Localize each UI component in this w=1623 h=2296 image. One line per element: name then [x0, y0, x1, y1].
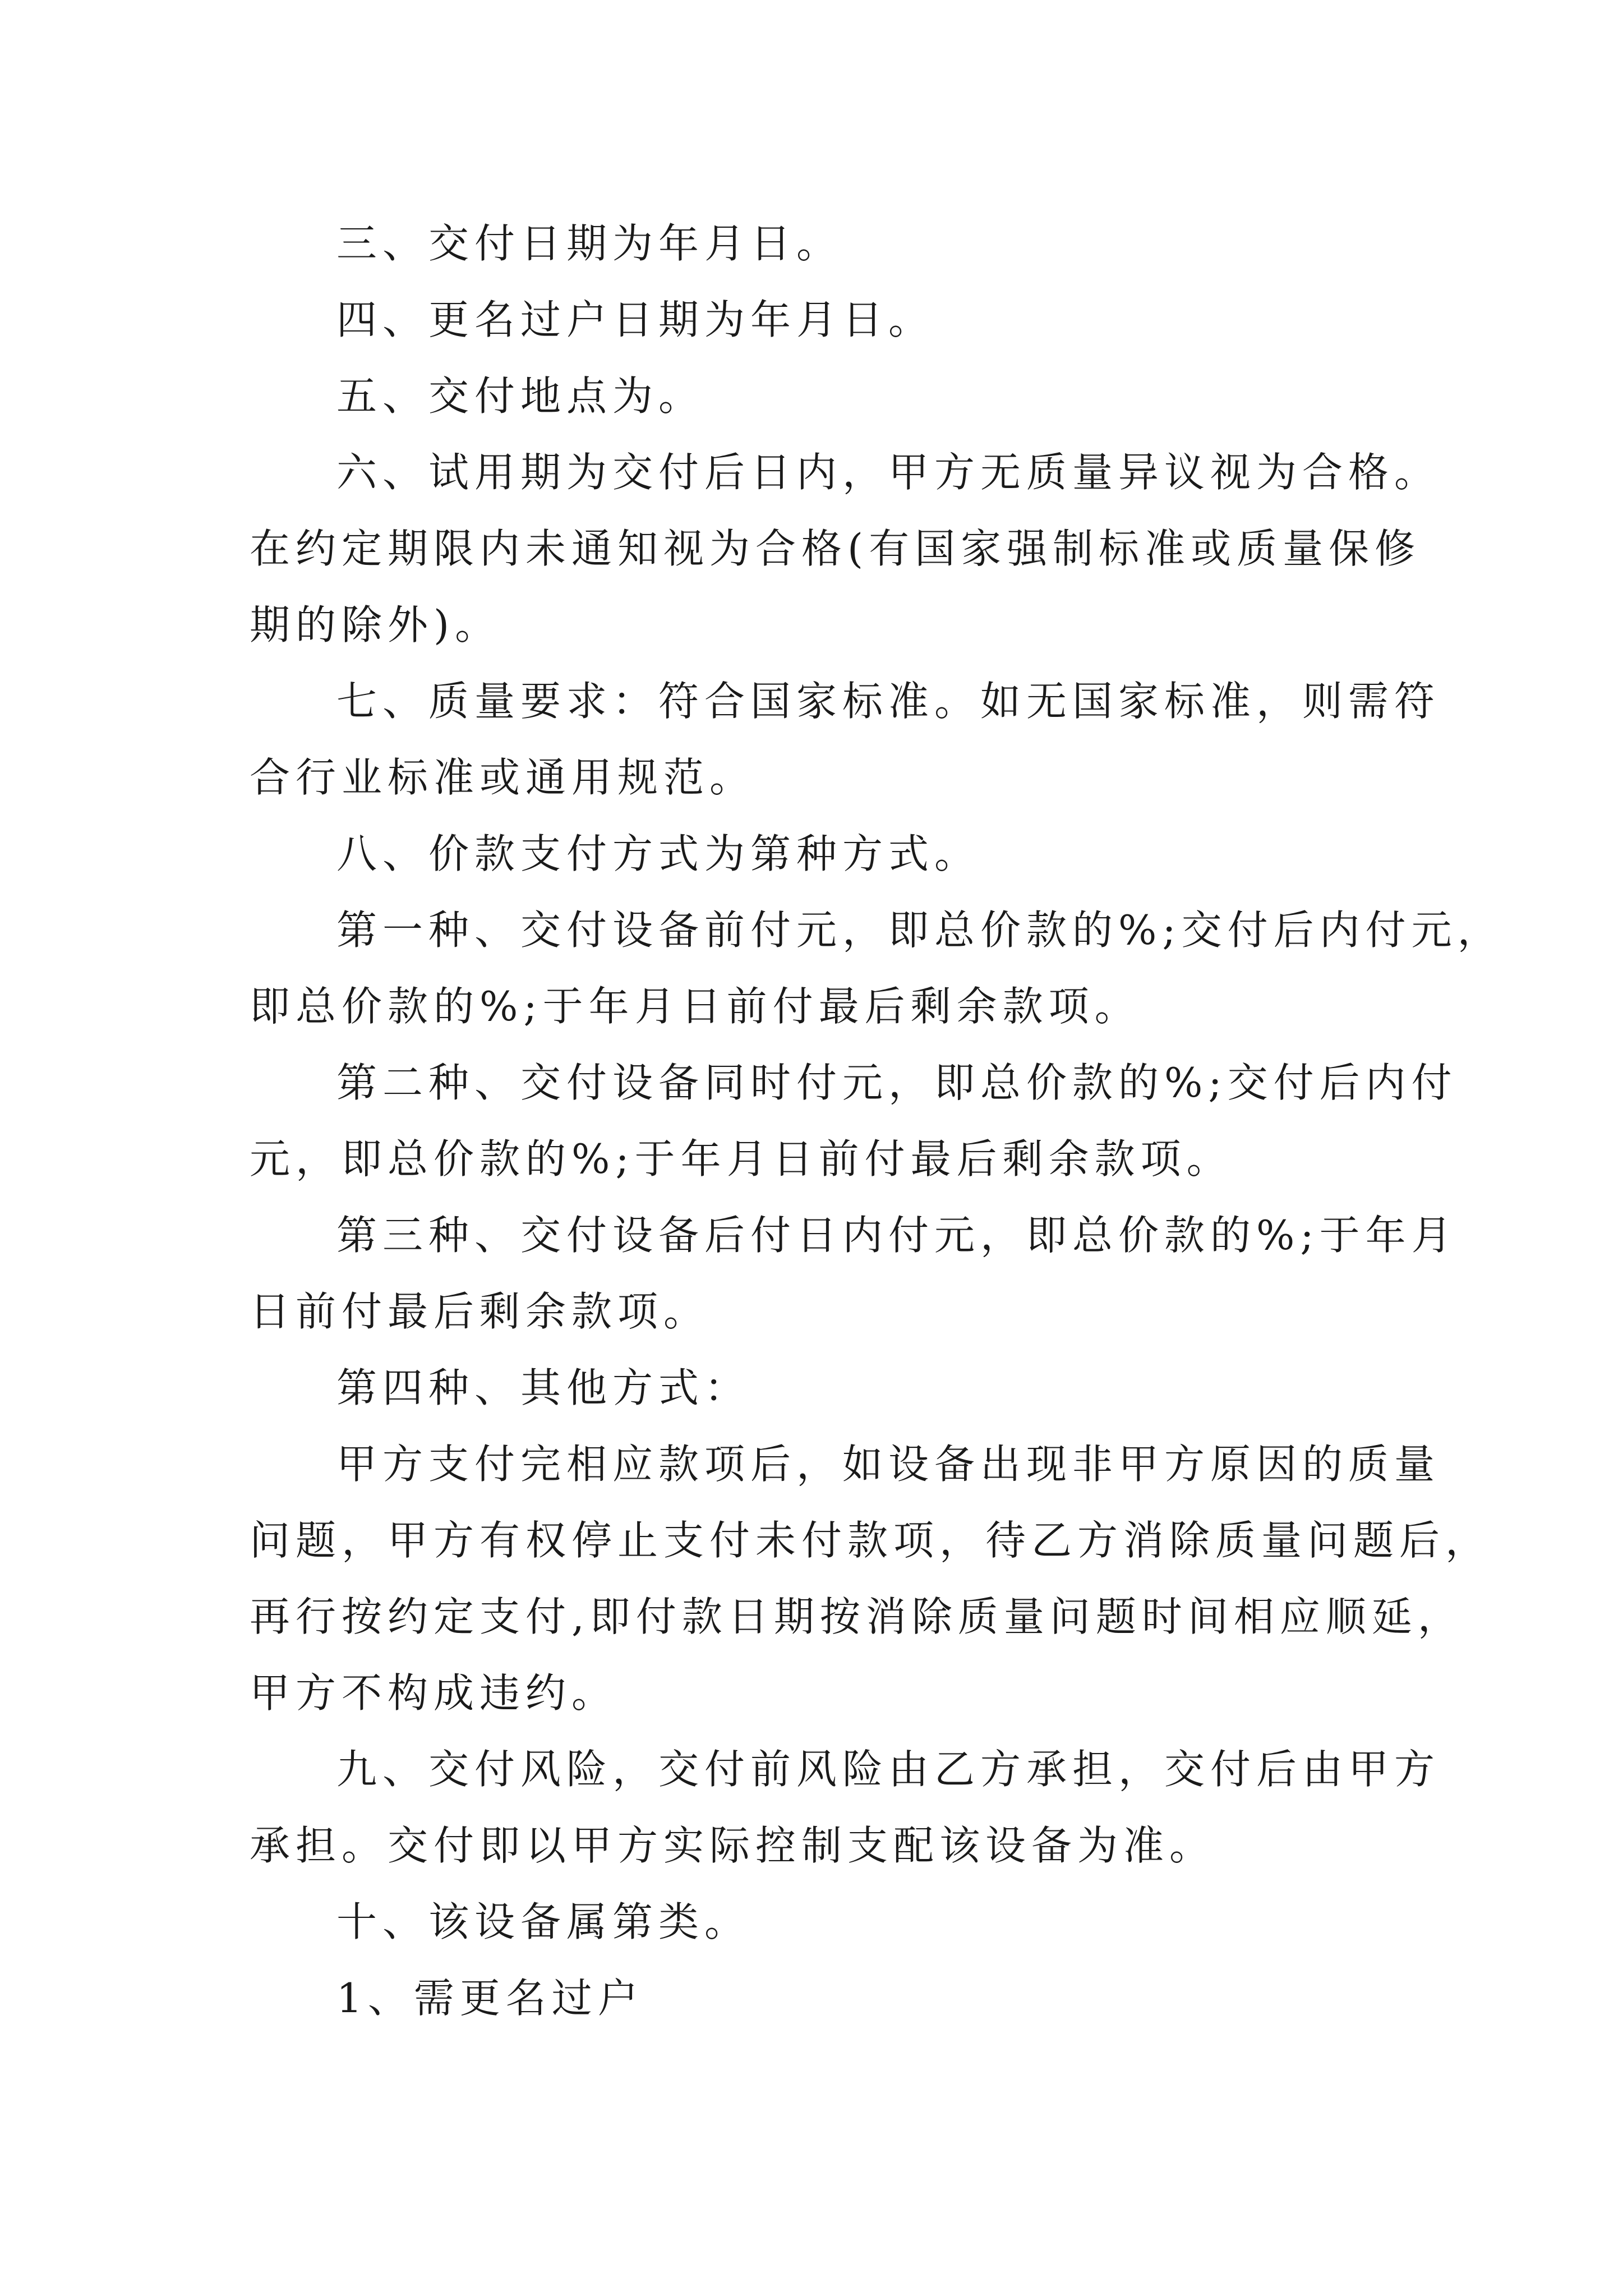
clause-5-delivery-place: 五、交付地点为。 — [336, 372, 705, 420]
payment-option-3-line-2: 日前付最后剩余款项。 — [250, 1288, 710, 1335]
payment-option-3-line-1: 第三种、交付设备后付日内付元，即总价款的%;于年月 — [336, 1212, 1458, 1259]
clause-8-payment-method: 八、价款支付方式为第种方式。 — [336, 830, 981, 877]
clause-6-trial-period-line-1: 六、试用期为交付后日内，甲方无质量异议视为合格。 — [336, 449, 1441, 496]
payment-option-1-line-2: 即总价款的%;于年月日前付最后剩余款项。 — [250, 983, 1141, 1030]
clause-10-equipment-class: 十、该设备属第类。 — [336, 1898, 751, 1945]
clause-7-quality-line-1: 七、质量要求：符合国家标准。如无国家标准，则需符 — [336, 678, 1441, 725]
payment-option-1-line-1: 第一种、交付设备前付元，即总价款的%;交付后内付元， — [336, 907, 1504, 954]
payment-option-2-line-1: 第二种、交付设备同时付元，即总价款的%;交付后内付 — [336, 1059, 1458, 1106]
payment-option-2-line-2: 元，即总价款的%;于年月日前付最后剩余款项。 — [250, 1135, 1233, 1182]
payment-quality-clause-line-4: 甲方不构成违约。 — [250, 1669, 618, 1717]
clause-4-transfer-date: 四、更名过户日期为年月日。 — [336, 296, 935, 343]
payment-quality-clause-line-1: 甲方支付完相应款项后，如设备出现非甲方原因的质量 — [336, 1441, 1441, 1488]
clause-6-trial-period-line-3: 期的除外)。 — [250, 601, 501, 648]
clause-6-trial-period-line-2: 在约定期限内未通知视为合格(有国家强制标准或质量保修 — [250, 525, 1421, 572]
payment-quality-clause-line-3: 再行按约定支付,即付款日期按消除质量问题时间相应顺延， — [250, 1593, 1464, 1640]
payment-quality-clause-line-2: 问题，甲方有权停止支付未付款项，待乙方消除质量问题后， — [250, 1517, 1492, 1564]
clause-7-quality-line-2: 合行业标准或通用规范。 — [250, 754, 756, 801]
payment-option-4: 第四种、其他方式： — [336, 1364, 751, 1411]
clause-10-item-1: 1、需更名过户 — [336, 1975, 644, 2022]
clause-9-risk-line-2: 承担。交付即以甲方实际控制支配该设备为准。 — [250, 1822, 1216, 1869]
clause-3-delivery-date: 三、交付日期为年月日。 — [336, 220, 843, 267]
clause-9-risk-line-1: 九、交付风险，交付前风险由乙方承担，交付后由甲方 — [336, 1746, 1441, 1793]
